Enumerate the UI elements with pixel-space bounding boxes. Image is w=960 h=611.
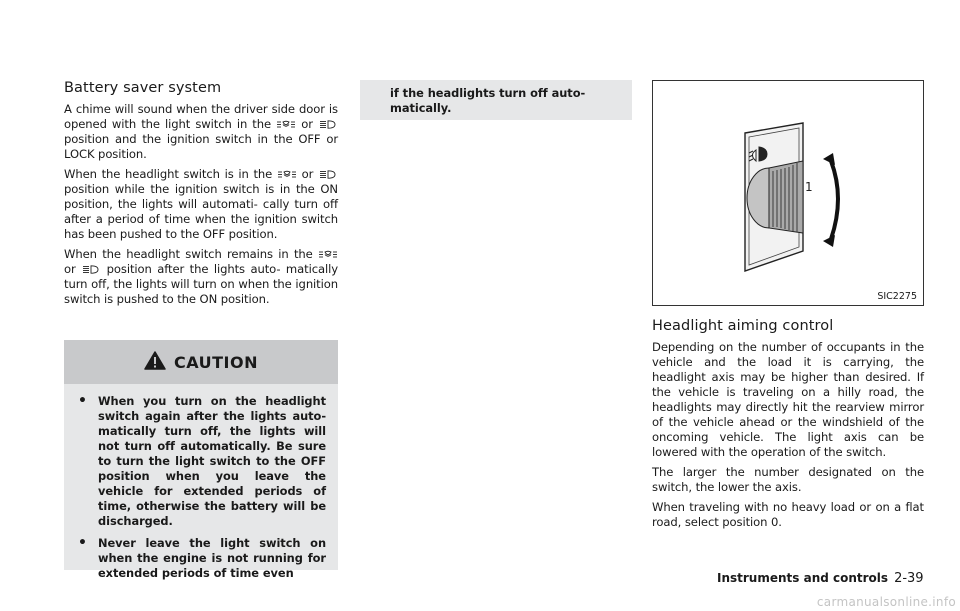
warning-triangle-icon (144, 351, 166, 374)
headlight-icon (318, 170, 338, 179)
headlight-icon (318, 120, 338, 129)
caution-header (64, 340, 338, 384)
text: position and the ignition switch in the OFF or LOCK position. (64, 132, 338, 161)
list-item (78, 536, 326, 581)
headlight-icon (81, 265, 101, 274)
page-number: 2-39 (894, 571, 924, 586)
bullet: • (78, 535, 87, 551)
dial-number-1: 1 (805, 180, 813, 194)
caution-box (64, 340, 338, 580)
text: or (301, 117, 313, 131)
paragraph: The larger the number designated on the switch, the lower the axis. (652, 465, 924, 494)
section-battery-saver (64, 80, 338, 312)
parking-light-icon (277, 170, 297, 179)
section-heading: Battery saver system (64, 80, 222, 96)
page-footer (717, 571, 924, 586)
text: A chime will sound when the driver side door is opened with the light switch in the (64, 102, 338, 131)
text: or (64, 262, 76, 276)
caution-continuation (360, 80, 632, 120)
section-heading: Headlight aiming control (652, 318, 834, 334)
bullet: • (78, 393, 87, 409)
list-item (78, 394, 326, 529)
caution-text: When you turn on the headlight switch again after the lights auto- matically turn off, the lights will not turn off automatically. Be sure to turn the light switch to the OFF position when you leave the vehicle for extended periods of time, otherwise the battery will be discharged. (98, 394, 326, 528)
headlight-aiming-switch-illustration (653, 81, 923, 305)
watermark: carmanualsonline.info (816, 595, 956, 609)
paragraph (64, 247, 338, 307)
paragraph: Depending on the number of occupants in the vehicle and the load it is carrying, the headlight axis may be higher than desired. If the vehicle is traveling on a hilly road, the headlights may directly hit the rearview mirror of the vehicle ahead or the windshield of the oncoming vehicle. The light axis can be lowered with the operation of the switch. (652, 340, 924, 459)
paragraph (64, 102, 338, 162)
paragraph (64, 167, 338, 242)
footer-section-title: Instruments and controls (717, 571, 889, 585)
parking-light-icon (276, 120, 296, 129)
caution-text: if the headlights turn off auto- matically. (390, 86, 586, 115)
caution-list (64, 384, 338, 581)
text: or (301, 167, 314, 181)
caution-text: Never leave the light switch on when the engine is not running for extended periods of time even (98, 536, 326, 580)
parking-light-icon (318, 250, 338, 259)
section-headlight-aiming (652, 318, 924, 535)
figure-headlight-aiming-switch (652, 80, 924, 306)
text: position while the ignition switch is in the ON position, the lights will automati- cally turn off after a period of time when the ignition switch has been pushed to the OFF position. (64, 182, 338, 241)
text: When the headlight switch is in the (64, 167, 273, 181)
text: position after the lights auto- matically turn off, the lights will turn on when the ignition switch is pushed to the ON position. (64, 262, 338, 306)
text: When the headlight switch remains in the (64, 247, 313, 261)
caution-title: CAUTION (174, 352, 258, 372)
figure-label: SIC2275 (877, 291, 917, 302)
paragraph: When traveling with no heavy load or on a flat road, select position 0. (652, 500, 924, 529)
